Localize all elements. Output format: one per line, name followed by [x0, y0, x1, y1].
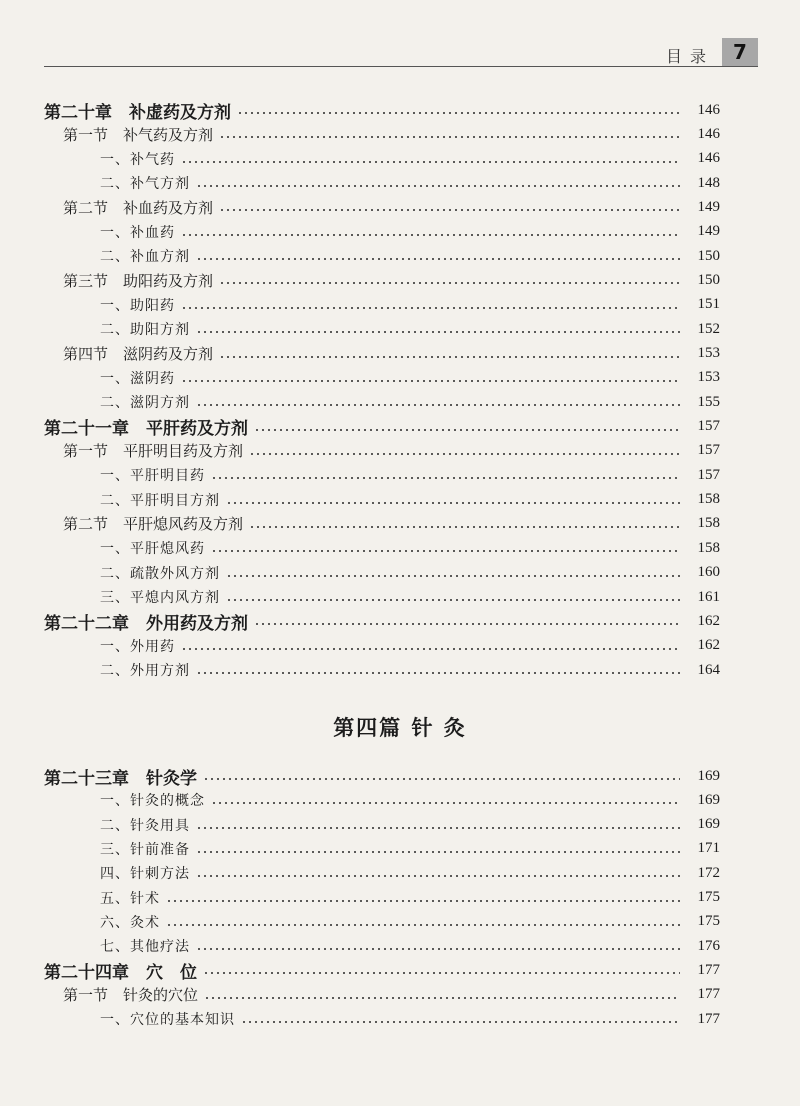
dot-leader	[196, 672, 680, 674]
toc-entry-page-number: 157	[697, 466, 720, 483]
toc-entry-page-number: 177	[697, 1010, 720, 1027]
dot-leader	[196, 331, 680, 333]
toc-entry-label: 三、针前准备	[100, 841, 190, 858]
dot-leader	[211, 477, 680, 479]
dot-leader	[203, 972, 680, 974]
toc-entry-label: 一、穴位的基本知识	[100, 1012, 235, 1028]
dot-leader	[196, 827, 680, 829]
toc-entry-label: 六、灸术	[100, 914, 160, 931]
toc-entry-page-number: 177	[697, 986, 720, 1003]
toc-entry-label: 第一节 平肝明目药及方剂	[63, 442, 244, 461]
toc-entry-label: 一、针灸的概念	[100, 793, 205, 810]
toc-entry-item	[0, 146, 800, 172]
dot-leader	[254, 429, 680, 431]
toc-entry-label: 第四节 滋阴药及方剂	[63, 345, 214, 363]
toc-entry-label: 第二十章 补虚药及方剂	[44, 102, 231, 123]
dot-leader	[226, 599, 680, 601]
dot-leader	[219, 356, 680, 358]
toc-entry-label: 第二节 补血药及方剂	[63, 198, 214, 217]
toc-entry-page-number: 149	[697, 223, 720, 240]
toc-entry-item	[0, 170, 800, 196]
toc-entry-page-number: 177	[697, 961, 720, 978]
toc-entry-chapter	[0, 97, 800, 123]
toc-entry-page-number: 155	[697, 393, 720, 410]
dot-leader	[226, 575, 680, 577]
toc-entry-page-number: 171	[697, 840, 720, 857]
toc-entry-label: 第一节 补气药及方剂	[63, 125, 214, 144]
toc-entry-page-number: 148	[697, 174, 720, 191]
dot-leader	[196, 851, 680, 853]
toc-entry-item	[0, 292, 800, 318]
toc-entry-chapter	[0, 957, 800, 983]
page-number: 7	[722, 38, 758, 66]
toc-entry-section	[0, 438, 800, 464]
toc-entry-label: 二、补血方剂	[100, 249, 190, 266]
toc-entry-label: 四、针刺方法	[100, 866, 190, 883]
dot-leader	[196, 948, 680, 950]
toc-entry-item	[0, 909, 800, 935]
toc-entry-page-number: 158	[697, 491, 720, 508]
toc-entry-item	[0, 535, 800, 561]
toc-entry-page-number: 169	[697, 767, 720, 784]
toc-entry-item	[0, 389, 800, 415]
toc-entry-page-number: 175	[697, 889, 720, 905]
toc-entry-item	[0, 657, 800, 683]
dot-leader	[211, 550, 680, 552]
dot-leader	[181, 648, 680, 650]
dot-leader	[196, 875, 680, 877]
toc-entry-label: 五、针术	[100, 890, 160, 907]
dot-leader	[181, 307, 680, 309]
toc-entry-label: 一、外用药	[100, 638, 175, 655]
toc-entry-page-number: 169	[697, 791, 720, 808]
dot-leader	[254, 623, 680, 625]
toc-entry-item	[0, 1006, 800, 1032]
toc-entry-page-number: 158	[697, 539, 720, 556]
toc-entry-page-number: 169	[697, 816, 720, 833]
toc-entry-label: 一、滋阴药	[100, 370, 175, 387]
toc-entry-item	[0, 584, 800, 610]
toc-entry-label: 三、平熄内风方剂	[100, 590, 220, 606]
toc-entry-label: 一、助阳药	[100, 297, 175, 314]
toc-entry-label: 二、助阳方剂	[100, 322, 190, 339]
toc-entry-label: 一、平肝明目药	[100, 468, 205, 485]
dot-leader	[226, 502, 680, 504]
toc-entry-chapter	[0, 763, 800, 789]
toc-entry-label: 七、其他疗法	[100, 939, 190, 956]
toc-entry-label: 第二十四章 穴 位	[44, 962, 197, 983]
toc-entry-page-number: 157	[697, 442, 720, 459]
toc-entry-page-number: 152	[697, 320, 720, 337]
toc-entry-item	[0, 836, 800, 862]
dot-leader	[219, 282, 680, 284]
toc-entry-page-number: 160	[697, 564, 720, 581]
dot-leader	[219, 136, 680, 138]
toc-entry-section	[0, 341, 800, 367]
dot-leader	[181, 234, 680, 236]
dot-leader	[196, 404, 680, 406]
toc-entry-item	[0, 860, 800, 886]
toc-entry-page-number: 149	[697, 198, 720, 215]
dot-leader	[219, 209, 680, 211]
toc-entry-item	[0, 219, 800, 245]
toc-entry-page-number: 151	[697, 296, 720, 313]
toc-entry-label: 第二十一章 平肝药及方剂	[44, 419, 248, 440]
dot-leader	[237, 112, 680, 114]
dot-leader	[196, 258, 680, 260]
toc-entry-item	[0, 787, 800, 813]
toc-entry-item	[0, 316, 800, 342]
toc-entry-label: 第二十二章 外用药及方剂	[44, 613, 248, 634]
toc-entry-page-number: 153	[697, 345, 720, 361]
toc-entry-page-number: 146	[697, 125, 720, 142]
header-rule	[44, 66, 758, 67]
toc-entry-label: 二、疏散外风方剂	[100, 565, 220, 582]
toc-entry-section	[0, 194, 800, 220]
toc-entry-item	[0, 933, 800, 959]
toc-entry-label: 第三节 助阳药及方剂	[63, 271, 214, 290]
toc-entry-section	[0, 267, 800, 293]
toc-entry-page-number: 153	[697, 369, 720, 386]
dot-leader	[196, 185, 680, 187]
toc-entry-page-number: 175	[697, 913, 720, 930]
dot-leader	[181, 380, 680, 382]
toc-entry-item	[0, 633, 800, 659]
toc-entry-item	[0, 885, 800, 911]
toc-entry-page-number: 176	[697, 937, 720, 954]
toc-entry-label: 二、补气方剂	[100, 176, 190, 193]
toc-entry-item	[0, 487, 800, 513]
dot-leader	[166, 924, 680, 926]
toc-entry-label: 第二节 平肝熄风药及方剂	[63, 515, 244, 534]
dot-leader	[211, 802, 680, 804]
toc-entry-page-number: 162	[697, 612, 720, 629]
dot-leader	[249, 526, 680, 528]
toc-entry-item	[0, 365, 800, 391]
dot-leader	[203, 778, 680, 780]
toc-entry-chapter	[0, 414, 800, 440]
toc-entry-item	[0, 462, 800, 488]
toc-entry-label: 一、平肝熄风药	[100, 541, 205, 558]
toc-entry-chapter	[0, 608, 800, 634]
dot-leader	[181, 161, 680, 163]
toc-entry-label: 第二十三章 针灸学	[44, 768, 197, 789]
toc-entry-label: 二、滋阴方剂	[100, 395, 190, 412]
dot-leader	[166, 900, 680, 902]
toc-entry-label: 一、补血药	[100, 224, 175, 241]
dot-leader	[204, 997, 680, 999]
toc-entry-page-number: 161	[697, 588, 720, 605]
toc-entry-label: 二、针灸用具	[100, 817, 190, 834]
dot-leader	[241, 1021, 680, 1023]
toc-entry-page-number: 146	[697, 101, 720, 118]
toc-entry-section	[0, 982, 800, 1008]
toc-entry-page-number: 150	[697, 271, 720, 288]
toc-entry-page-number: 157	[697, 418, 720, 435]
toc-entry-item	[0, 243, 800, 269]
header-title: 目录	[665, 47, 714, 66]
toc-entry-page-number: 164	[697, 661, 720, 678]
toc-entry-page-number: 146	[697, 150, 720, 167]
part-title: 第四篇 针 灸	[333, 716, 467, 740]
dot-leader	[249, 453, 680, 455]
toc-entry-page-number: 150	[697, 247, 720, 264]
toc-entry-label: 二、外用方剂	[100, 663, 190, 680]
toc-entry-page-number: 162	[697, 637, 720, 654]
toc-entry-item	[0, 560, 800, 586]
toc-entry-item	[0, 812, 800, 838]
toc-entry-page-number: 172	[697, 864, 720, 881]
toc-entry-page-number: 158	[697, 515, 720, 532]
toc-entry-label: 第一节 针灸的穴位	[63, 986, 199, 1005]
toc-entry-section	[0, 511, 800, 537]
toc-entry-section	[0, 121, 800, 147]
toc-entry-label: 二、平肝明目方剂	[100, 492, 220, 509]
toc-entry-label: 一、补气药	[100, 151, 175, 168]
